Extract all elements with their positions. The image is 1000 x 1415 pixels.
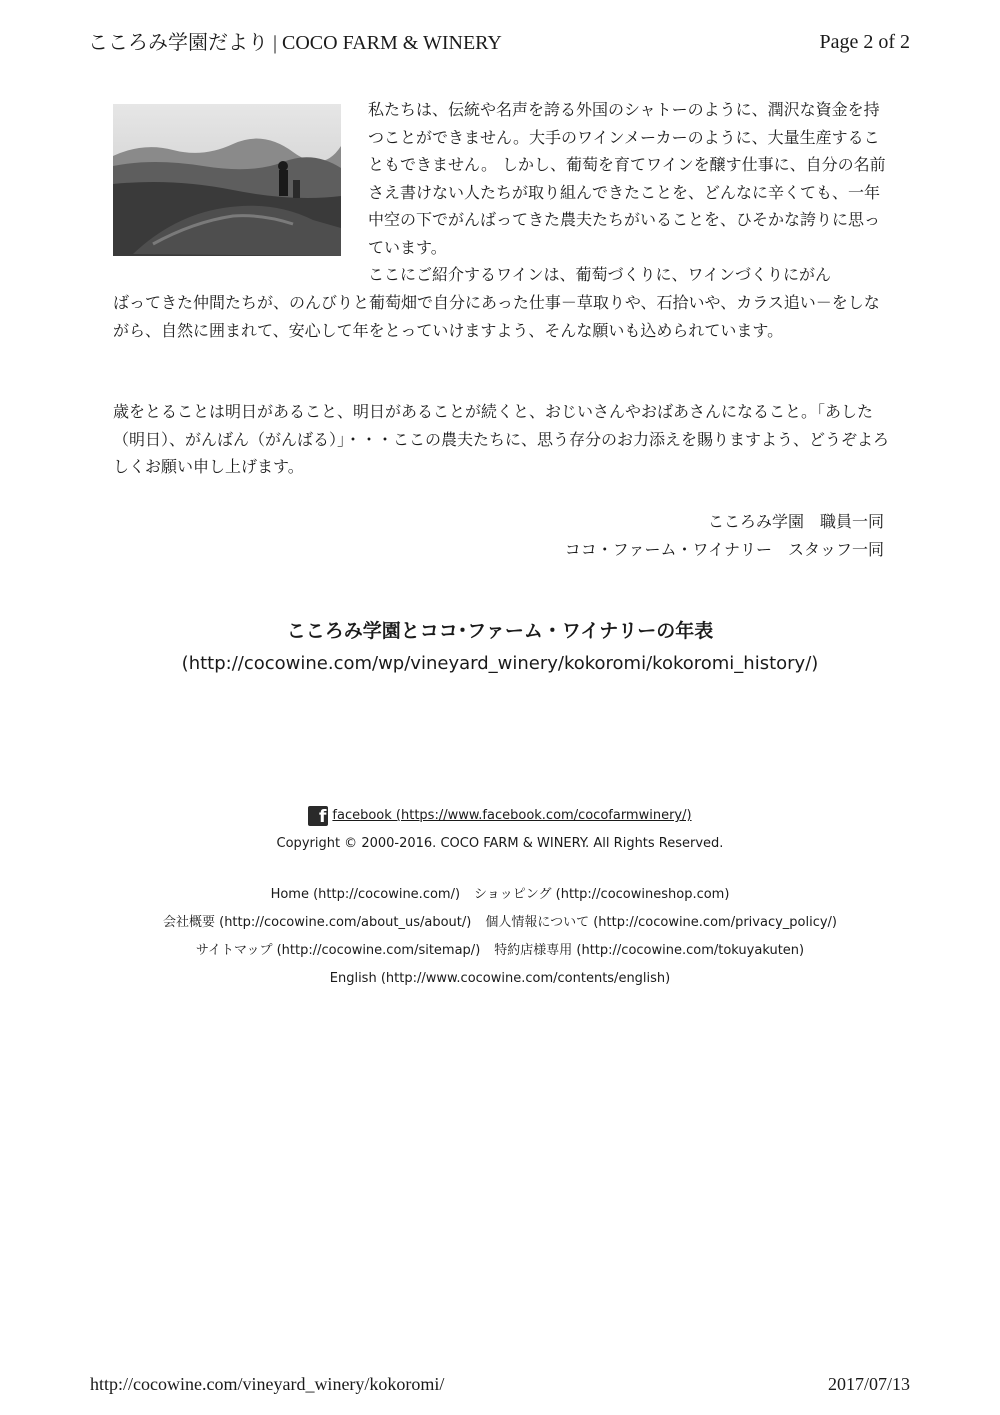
sitemap-link[interactable]: サイトマップ (http://cocowine.com/sitemap/) [195, 943, 481, 958]
signature-winery-staff: ココ・ファーム・ワイナリー スタッフ一同 [564, 540, 884, 559]
english-link[interactable]: English (http://www.cocowine.com/contents/english) [329, 971, 671, 986]
closing-paragraph: 歳をとることは明日があること、明日があることが続くと、おじいさんやおばあさんになること。「あした（明日）、がんばん（がんばる）」・・・ここの農夫たちに、思う存分のお力添えを賜りますよう、どうぞよろしくお願い申し上げます。 [113, 402, 890, 476]
home-link[interactable]: Home (http://cocowine.com/) [270, 887, 461, 902]
wine-paragraph-start: ここにご紹介するワインは、葡萄づくりに、ワインづくりにがん [368, 265, 832, 284]
privacy-link[interactable]: 個人情報について (http://cocowine.com/privacy_policy/) [485, 915, 838, 930]
header-title-en: | COCO FARM & WINERY [268, 32, 502, 54]
facebook-link[interactable]: facebook (https://www.facebook.com/cocofarmwinery/) [332, 808, 692, 823]
print-header-title [88, 30, 502, 55]
header-title-jp: こころみ学園だより [88, 30, 268, 54]
footer-nav-row-1 [0, 885, 1000, 905]
company-link[interactable]: 会社概要 (http://cocowine.com/about_us/about/) [162, 915, 472, 930]
page-number: Page 2 of 2 [819, 31, 910, 53]
signature-kokoromi-staff: こころみ学園 職員一同 [707, 512, 884, 531]
vineyard-photo [113, 104, 341, 256]
facebook-line [0, 805, 1000, 828]
wine-paragraph-continued: ばってきた仲間たちが、のんびりと葡萄畑で自分にあった仕事－草取りや、石拾いや、カラス追い－をしながら、自然に囲まれて、安心して年をとっていけますよう、そんな願いも込められています。 [113, 293, 880, 340]
timeline-link[interactable]: (http://cocowine.com/wp/vineyard_winery/kokoromi/kokoromi_history/) [181, 653, 819, 674]
tokuyakuten-link[interactable]: 特約店様専用 (http://cocowine.com/tokuyakuten) [494, 943, 805, 958]
shopping-link[interactable]: ショッピング (http://cocowineshop.com) [474, 887, 730, 902]
footer-nav-row-3 [0, 941, 1000, 961]
facebook-logo-icon[interactable]: f [308, 806, 328, 826]
print-footer-url: http://cocowine.com/vineyard_winery/kokoromi/ [90, 1374, 445, 1394]
copyright-notice: Copyright © 2000-2016. COCO FARM & WINERY. All Rights Reserved. [276, 836, 724, 851]
intro-paragraph: 私たちは、伝統や名声を誇る外国のシャトーのように、潤沢な資金を持つことができません。大手のワインメーカーのように、大量生産することもできません。 しかし、葡萄を育てワインを醸す仕事に、自分の名前さえ書けない人たちが取り組んできたことを、どんなに辛くても、一年中空の下でがんばってきた農夫たちがいることを、ひそかな誇りに思っています。 [368, 100, 886, 257]
print-footer-date: 2017/07/13 [827, 1374, 910, 1394]
timeline-heading: こころみ学園とココ･ファーム・ワイナリーの年表 [286, 620, 714, 642]
footer-nav-row-4 [0, 969, 1000, 989]
footer-nav-row-2 [0, 913, 1000, 933]
